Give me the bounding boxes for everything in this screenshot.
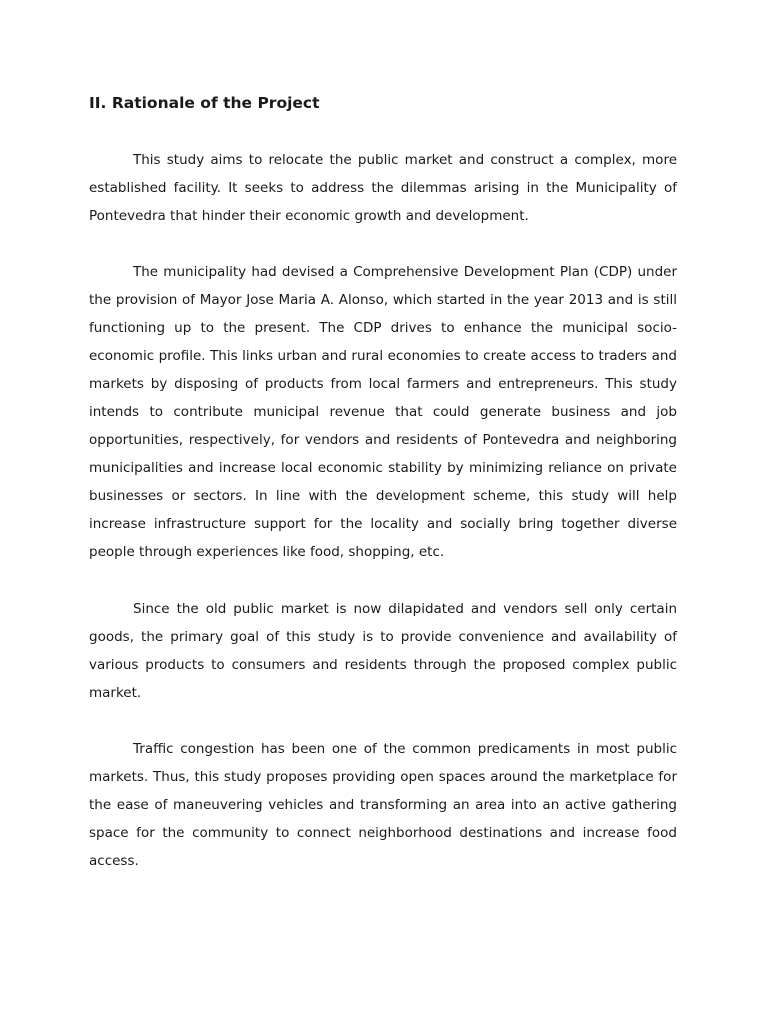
paragraph-4: Traffic congestion has been one of the common predicaments in most public markets. Thus, this study proposes providing open spaces around the marketplace for the ease of maneuvering vehicles and transforming an area into an active gathering space for the community to connect neighborhood destinations and increase food access. (89, 741, 677, 869)
paragraph-1: This study aims to relocate the public market and construct a complex, more established facility. It seeks to address the dilemmas arising in the Municipality of Pontevedra that hinder their economic growth and development. (89, 152, 677, 224)
section-heading: II. Rationale of the Project (89, 94, 320, 112)
paragraph-2: The municipality had devised a Comprehensive Development Plan (CDP) under the provision of Mayor Jose Maria A. Alonso, which started in the year 2013 and is still functioning up to the present. The CDP drives to enhance the municipal socio-economic profile. This links urban and rural economies to create access to traders and markets by disposing of products from local farmers and entrepreneurs. This study intends to contribute municipal revenue that could generate business and job opportunities, respectively, for vendors and residents of Pontevedra and neighboring municipalities and increase local economic stability by minimizing reliance on private businesses or sectors. In line with the development scheme, this study will help increase infrastructure support for the locality and socially bring together diverse people through experiences like food, shopping, etc. (89, 264, 677, 560)
paragraph-3: Since the old public market is now dilapidated and vendors sell only certain goods, the primary goal of this study is to provide convenience and availability of various products to consumers and residents through the proposed complex public market. (89, 601, 677, 701)
